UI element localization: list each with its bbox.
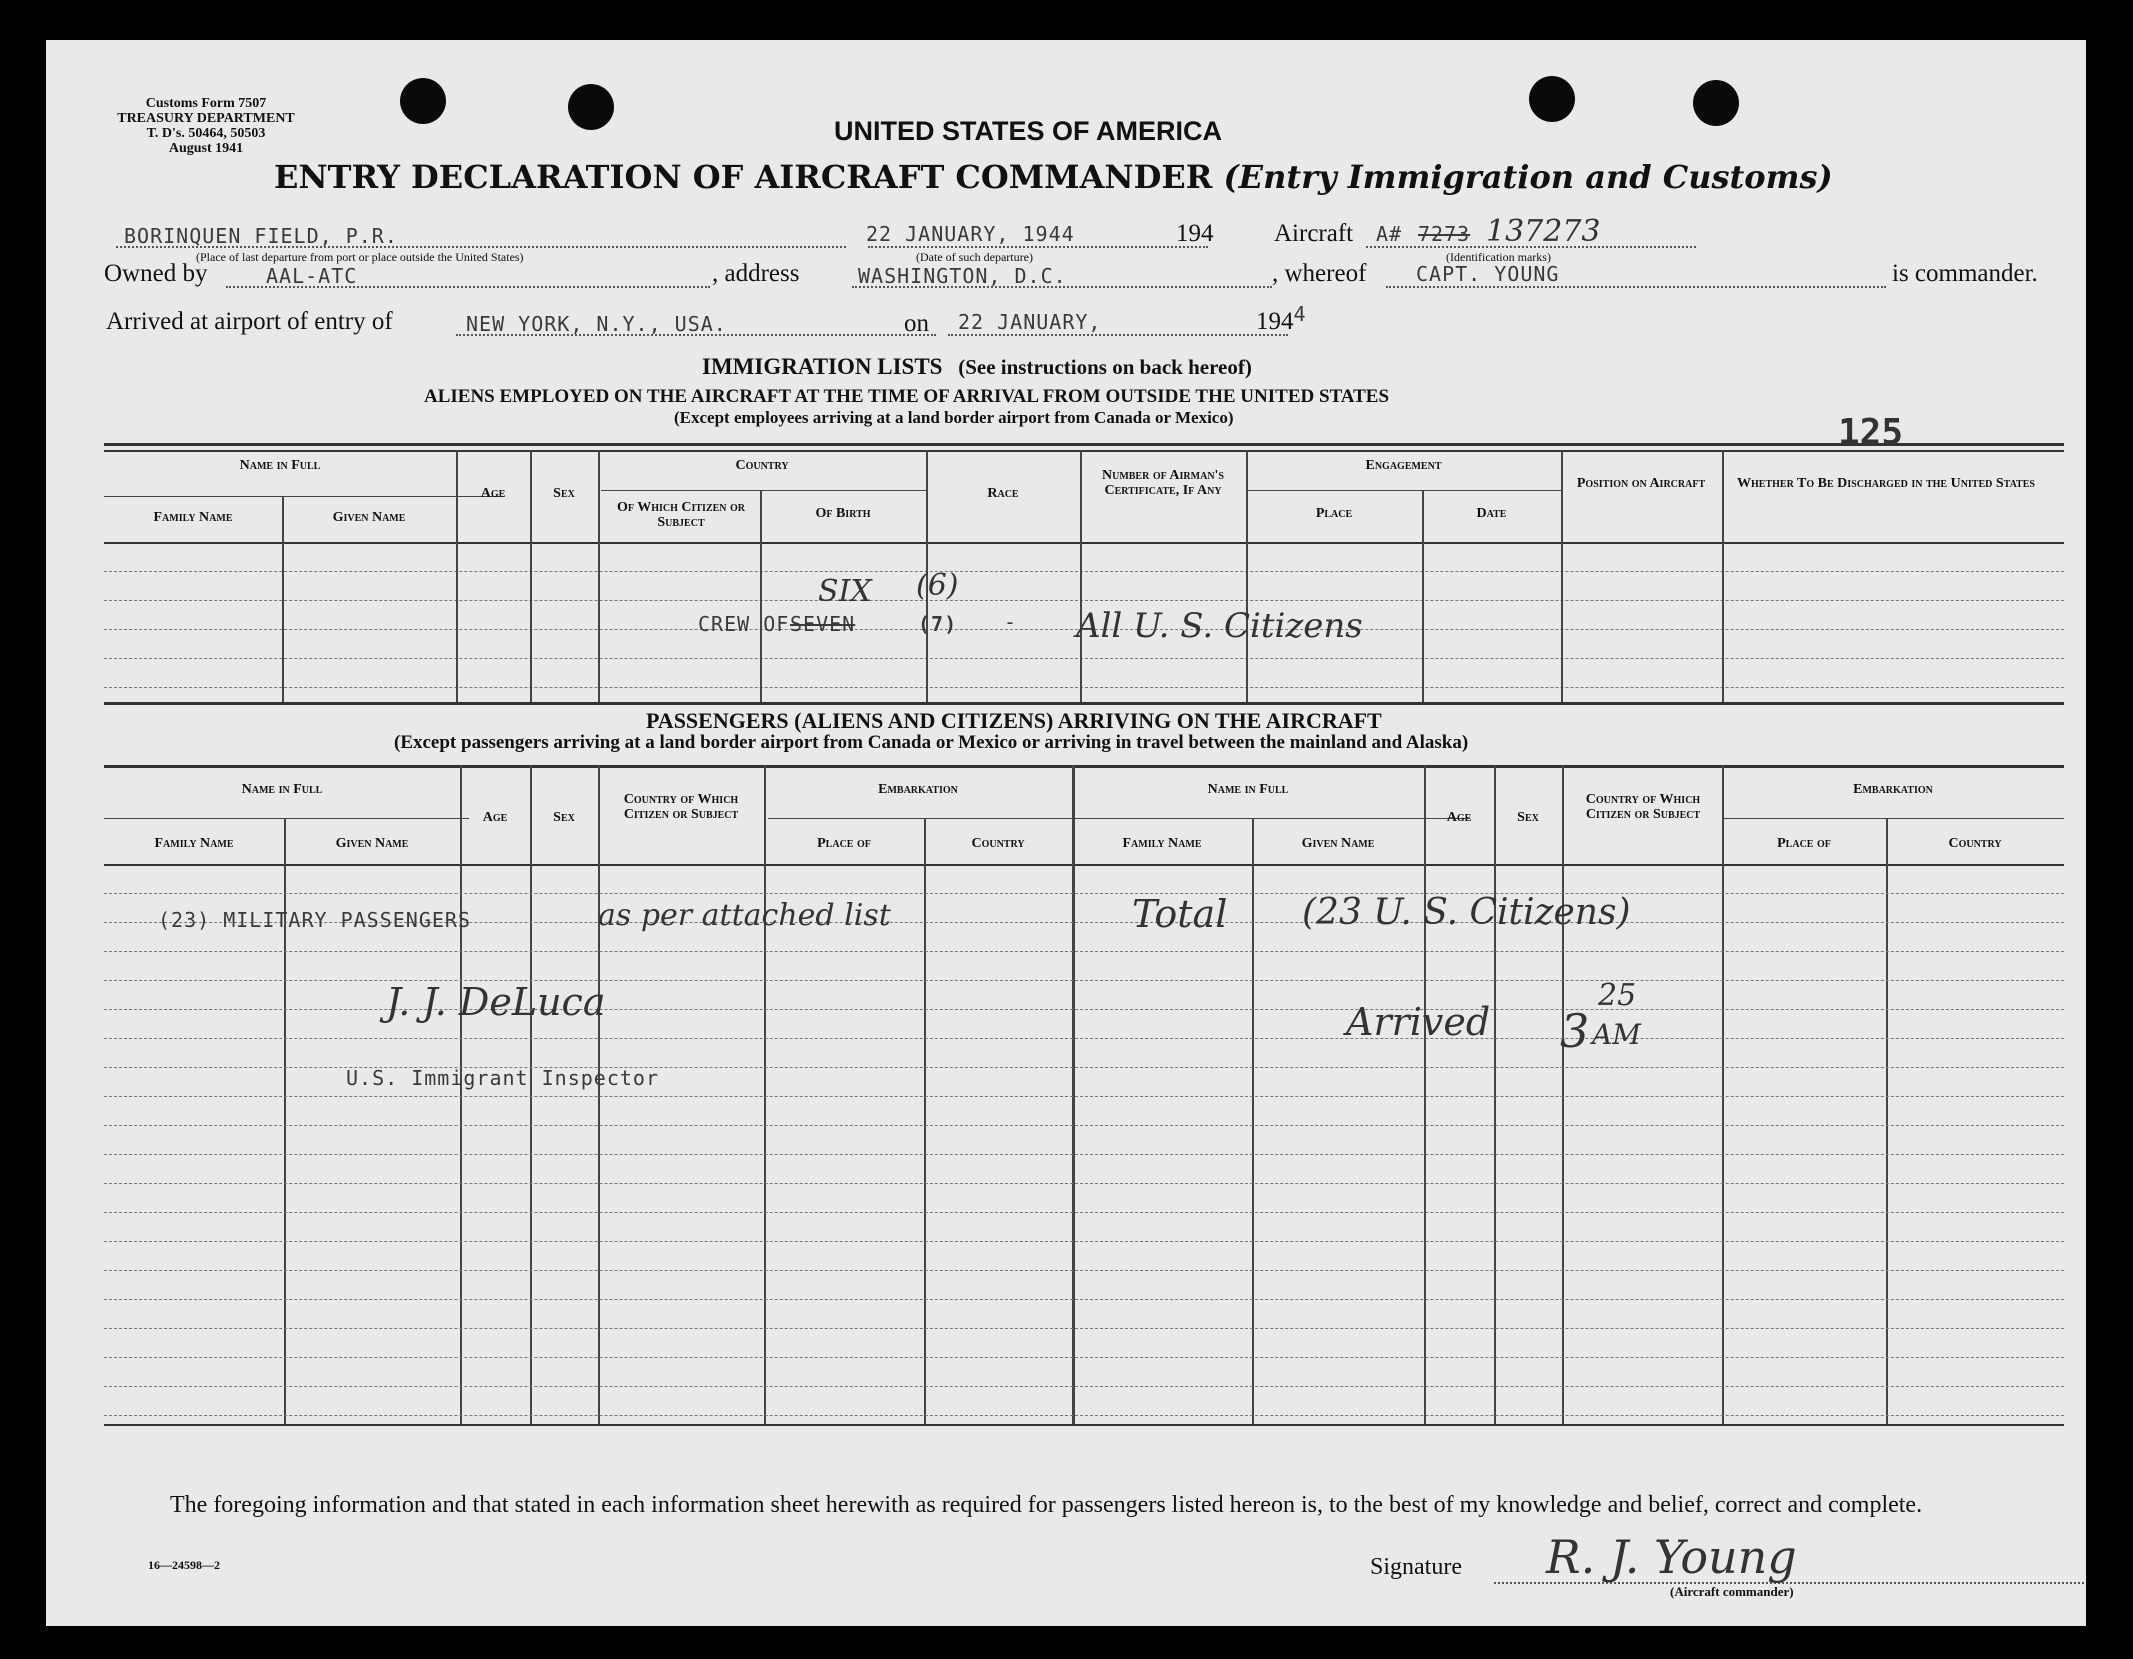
col-family-name: Family Name	[153, 510, 233, 525]
departure-year-prefix: 194	[1176, 220, 1214, 247]
ruled-line	[104, 1125, 2064, 1126]
whereof-label: , whereof	[1272, 260, 1367, 287]
crew-struck: SEVEN	[790, 612, 856, 636]
col-discharged: Whether To Be Discharged in the United States	[1737, 476, 2035, 491]
col-engagement: Engagement	[1365, 458, 1442, 473]
pass-col-sex: Sex	[553, 810, 575, 825]
arrival-year-suffix: 4	[1293, 302, 1307, 326]
pass-col-sex-2: Sex	[1517, 810, 1539, 825]
immigration-title-main: IMMIGRATION LISTS	[702, 354, 943, 379]
inspector-signature: J. J. DeLuca	[386, 980, 606, 1024]
pass-col-embarkation: Embarkation	[878, 782, 958, 797]
punch-hole	[400, 78, 446, 124]
ruled-line	[104, 951, 2064, 952]
commander-name: CAPT. YOUNG	[1416, 262, 1560, 286]
punch-hole	[1529, 76, 1575, 122]
arrival-year	[1256, 302, 1307, 336]
form-td: T. D's. 50464, 50503	[146, 126, 266, 141]
arrival-airport: NEW YORK, N.Y., USA.	[466, 312, 727, 336]
departure-date: 22 JANUARY, 1944	[866, 222, 1075, 246]
pass-col-place-of: Place of	[817, 836, 871, 851]
pass-col-given-name: Given Name	[335, 836, 409, 851]
page-number: 125	[1838, 412, 1904, 453]
immigration-title-note: (See instructions on back hereof)	[958, 355, 1252, 379]
pass-col-country: Country	[971, 836, 1025, 851]
immigration-subnote: (Except employees arriving at a land border airport from Canada or Mexico)	[674, 408, 1234, 427]
crew-num-struck: (7)	[918, 612, 958, 636]
passenger-total: Total	[1132, 892, 1228, 936]
aircraft-caption: (Identification marks)	[1446, 250, 1551, 264]
passenger-total-note: (23 U. S. Citizens)	[1302, 892, 1631, 933]
arrived-ampm: AM	[1592, 1018, 1641, 1051]
form-title-main: ENTRY DECLARATION OF AIRCRAFT COMMANDER	[274, 158, 1213, 196]
crew-typed: CREW OF	[698, 612, 790, 636]
ruled-line	[104, 1183, 2064, 1184]
crew-note: All U. S. Citizens	[1076, 606, 1363, 646]
departure-place: BORINQUEN FIELD, P.R.	[124, 224, 398, 248]
form-title-sub: (Entry Immigration and Customs)	[1223, 158, 1833, 196]
inspector-title: U.S. Immigrant Inspector	[346, 1066, 659, 1090]
arrival-year-prefix: 194	[1256, 308, 1294, 335]
col-country: Country	[735, 458, 789, 473]
signature-label: Signature	[1370, 1554, 1462, 1580]
form-department: TREASURY DEPARTMENT	[117, 111, 295, 126]
ruled-line	[104, 893, 2064, 894]
owner-value: AAL-ATC	[266, 264, 358, 288]
aircraft-struck: 7273	[1418, 222, 1471, 246]
pass-col-embarkation-2: Embarkation	[1853, 782, 1933, 797]
ruled-line	[104, 1038, 2064, 1039]
ruled-line	[104, 1270, 2064, 1271]
form-id-block	[106, 96, 306, 156]
pass-col-country-2: Country	[1948, 836, 2002, 851]
owner-address: WASHINGTON, D.C.	[858, 264, 1067, 288]
aircraft-label: Aircraft	[1274, 220, 1354, 247]
col-given-name: Given Name	[332, 510, 406, 525]
punch-hole	[1693, 80, 1739, 126]
declaration-text: The foregoing information and that stated in each information sheet herewith as required for passengers listed hereon is, to the best of my knowledge and belief, correct and complete.	[170, 1492, 1923, 1518]
pass-col-name-in-full: Name in Full	[241, 782, 323, 797]
commander-suffix: is commander.	[1892, 260, 2038, 287]
ruled-line	[104, 1154, 2064, 1155]
immigration-title	[702, 354, 1252, 380]
arrival-label: Arrived at airport of entry of	[106, 308, 393, 335]
col-place: Place	[1315, 506, 1353, 521]
passengers-subnote: (Except passengers arriving at a land border airport from Canada or Mexico or arriving in travel between the mainland and Alaska)	[394, 732, 1469, 753]
pass-col-country-citizen: Country of Which Citizen or Subject	[623, 792, 739, 822]
pass-col-name-in-full-2: Name in Full	[1207, 782, 1289, 797]
ruled-line	[104, 1357, 2064, 1358]
arrived-hour: 3	[1560, 1004, 1590, 1058]
form-title	[274, 158, 1833, 196]
pass-col-place-of-2: Place of	[1777, 836, 1831, 851]
crew-dash: -	[1004, 610, 1018, 634]
pass-col-age-2: Age	[1446, 810, 1472, 825]
passengers-title: PASSENGERS (ALIENS AND CITIZENS) ARRIVING ON THE AIRCRAFT	[646, 708, 1382, 733]
passenger-row-hand: as per attached list	[598, 898, 891, 933]
crew-num: (6)	[916, 568, 959, 603]
departure-date-caption: (Date of such departure)	[916, 250, 1033, 264]
signature-caption: (Aircraft commander)	[1670, 1584, 1794, 1599]
form-number: Customs Form 7507	[145, 96, 267, 111]
arrival-on-label: on	[904, 310, 929, 337]
form-sheet	[46, 40, 2086, 1626]
ruled-line	[104, 1212, 2064, 1213]
immigration-subtitle: ALIENS EMPLOYED ON THE AIRCRAFT AT THE TIME OF ARRIVAL FROM OUTSIDE THE UNITED STATES	[424, 386, 1390, 407]
col-race: Race	[987, 486, 1019, 501]
pass-col-country-citizen-2: Country of Which Citizen or Subject	[1585, 792, 1701, 822]
col-sex: Sex	[553, 486, 575, 501]
aircraft-prefix: A#	[1376, 222, 1403, 246]
col-name-in-full: Name in Full	[239, 458, 321, 473]
form-date: August 1941	[168, 141, 244, 156]
arrived-label: Arrived	[1346, 1000, 1491, 1044]
ruled-line	[104, 1386, 2064, 1387]
commander-signature: R. J. Young	[1546, 1530, 1797, 1584]
col-birth: Of Birth	[815, 506, 871, 521]
col-certificate: Number of Airman's Certificate, If Any	[1101, 468, 1224, 498]
pass-col-family-name-2: Family Name	[1122, 836, 1202, 851]
ruled-line	[104, 1299, 2064, 1300]
col-date: Date	[1476, 506, 1507, 521]
pass-col-family-name: Family Name	[154, 836, 234, 851]
departure-place-caption: (Place of last departure from port or place outside the United States)	[196, 250, 524, 264]
ruled-line	[104, 1328, 2064, 1329]
col-citizen-of: Of Which Citizen or Subject	[616, 500, 746, 530]
aircraft-id: 137273	[1486, 214, 1601, 249]
ruled-line	[104, 1241, 2064, 1242]
owner-label: Owned by	[104, 260, 208, 287]
col-position: Position on Aircraft	[1576, 476, 1706, 491]
ruled-line	[104, 1415, 2064, 1416]
address-label: , address	[712, 260, 800, 287]
country-heading: UNITED STATES OF AMERICA	[834, 116, 1222, 146]
ruled-line	[104, 1096, 2064, 1097]
pass-col-given-name-2: Given Name	[1301, 836, 1375, 851]
pass-col-age: Age	[482, 810, 508, 825]
crew-hand: SIX	[818, 574, 872, 609]
form-code: 16—24598—2	[148, 1558, 220, 1572]
punch-hole	[568, 84, 614, 130]
col-age: Age	[480, 486, 506, 501]
passenger-row-typed: (23) MILITARY PASSENGERS	[158, 908, 471, 932]
arrival-date: 22 JANUARY,	[958, 310, 1102, 334]
arrived-minutes: 25	[1598, 978, 1637, 1013]
